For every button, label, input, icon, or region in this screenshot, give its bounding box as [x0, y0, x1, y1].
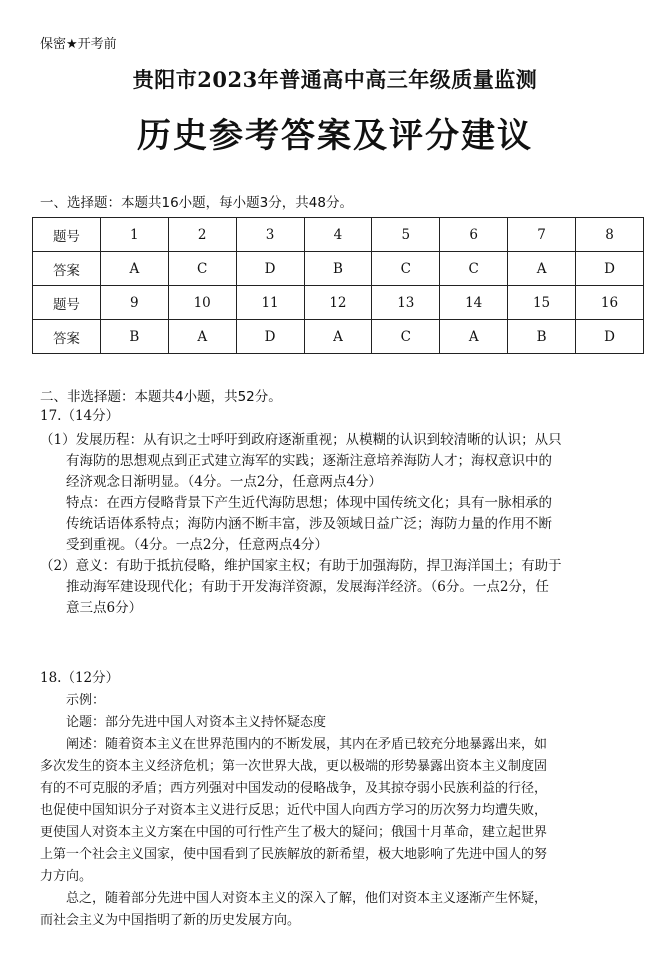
q17-part2-line: 意三点6分）	[66, 600, 143, 616]
q17-part1-line: 传统话语体系特点；海防内涵不断丰富，涉及领域日益广泛；海防力量的作用不断	[66, 516, 552, 532]
exam-title: 贵阳市2023年普通高中高三年级质量监测	[132, 67, 538, 92]
q18-thesis: 论题：部分先进中国人对资本主义持怀疑态度	[66, 715, 327, 730]
q17-part2-line: 推动海军建设现代化；有助于开发海洋资源，发展海洋经济。（6分。一点2分，任	[66, 579, 549, 595]
question-number-cell: 7	[508, 218, 576, 252]
answer-cell: B	[100, 320, 168, 354]
question-number-row	[33, 218, 644, 252]
question-number-cell: 12	[304, 286, 372, 320]
q17-part1-line: 特点：在西方侵略背景下产生近代海防思想；体现中国传统文化；具有一脉相承的	[66, 495, 552, 511]
document-title: 历史参考答案及评分建议	[137, 116, 533, 156]
question-number-cell: 3	[236, 218, 304, 252]
answer-cell: D	[576, 320, 644, 354]
q18-explanation-line: 也促使中国知识分子对资本主义进行反思；近代中国人向西方学习的历次努力均遭失败，	[40, 803, 548, 818]
answer-cell: A	[440, 320, 508, 354]
answer-cell: B	[508, 320, 576, 354]
q18-summary-line: 而社会主义为中国指明了新的历史发展方向。	[40, 913, 301, 928]
q18-explanation-line: 力方向。	[40, 869, 93, 884]
q18-explanation	[40, 734, 640, 888]
answer-cell: A	[100, 252, 168, 286]
answer-cell: C	[372, 320, 440, 354]
question-number-cell: 8	[576, 218, 644, 252]
answer-row	[33, 320, 644, 354]
section2-heading: 二、非选择题：本题共4小题，共52分。	[40, 389, 282, 405]
q17-part2-line: （2）意义：有助于抵抗侵略，维护国家主权；有助于加强海防，捍卫海洋国土；有助于	[40, 558, 562, 574]
question-number-cell: 6	[440, 218, 508, 252]
answer-key-table	[32, 217, 644, 354]
question-18-number: 18.（12分）	[40, 670, 120, 686]
question-number-cell: 2	[168, 218, 236, 252]
q18-explanation-line: 更使国人对资本主义方案在中国的可行性产生了极大的疑问；俄国十月革命，建立起世界	[40, 825, 548, 840]
section1-heading: 一、选择题：本题共16小题，每小题3分，共48分。	[40, 195, 353, 211]
q18-example-label: 示例：	[66, 693, 106, 708]
row-header-cell: 题号	[33, 218, 101, 252]
q18-summary-line: 总之，随着部分先进中国人对资本主义的深入了解，他们对资本主义逐渐产生怀疑，	[66, 891, 548, 906]
question-number-cell: 14	[440, 286, 508, 320]
answer-cell: A	[304, 320, 372, 354]
answer-cell: B	[304, 252, 372, 286]
row-header-cell: 题号	[33, 286, 101, 320]
question-number-cell: 13	[372, 286, 440, 320]
answer-cell: D	[236, 252, 304, 286]
answer-cell: C	[372, 252, 440, 286]
question-number-cell: 1	[100, 218, 168, 252]
answer-cell: C	[168, 252, 236, 286]
row-header-cell: 答案	[33, 320, 101, 354]
q17-part1-line: （1）发展历程：从有识之士呼吁到政府逐渐重视；从模糊的认识到较清晰的认识；从只	[40, 432, 562, 448]
q18-explanation-line: 阐述：随着资本主义在世界范围内的不断发展，其内在矛盾已较充分地暴露出来，如	[66, 737, 548, 752]
answer-cell: D	[576, 252, 644, 286]
question-number-cell: 9	[100, 286, 168, 320]
answer-cell: D	[236, 320, 304, 354]
row-header-cell: 答案	[33, 252, 101, 286]
q18-explanation-line: 有的不可克服的矛盾；西方列强对中国发动的侵略战争，及其掠夺弱小民族利益的行径，	[40, 781, 548, 796]
answer-cell: C	[440, 252, 508, 286]
question-17-answer	[40, 430, 642, 619]
q17-part1-line: 经济观念日渐明显。（4分。一点2分，任意两点4分）	[66, 474, 383, 490]
q17-part1-line: 受到重视。（4分。一点2分，任意两点4分）	[66, 537, 329, 553]
question-17-number: 17.（14分）	[40, 408, 120, 424]
question-18-answer	[40, 690, 640, 932]
question-number-row	[33, 286, 644, 320]
confidential-label: 保密★开考前	[40, 37, 117, 52]
answer-cell: A	[508, 252, 576, 286]
question-number-cell: 11	[236, 286, 304, 320]
q18-explanation-line: 多次发生的资本主义经济危机；第一次世界大战，更以极端的形势暴露出资本主义制度固	[40, 759, 548, 774]
question-number-cell: 16	[576, 286, 644, 320]
q18-explanation-line: 上第一个社会主义国家，使中国看到了民族解放的新希望，极大地影响了先进中国人的努	[40, 847, 548, 862]
q17-part1-line: 有海防的思想观点到正式建立海军的实践；逐渐注意培养海防人才；海权意识中的	[66, 453, 552, 469]
answer-row	[33, 252, 644, 286]
answer-cell: A	[168, 320, 236, 354]
question-number-cell: 4	[304, 218, 372, 252]
question-number-cell: 10	[168, 286, 236, 320]
question-number-cell: 15	[508, 286, 576, 320]
question-number-cell: 5	[372, 218, 440, 252]
